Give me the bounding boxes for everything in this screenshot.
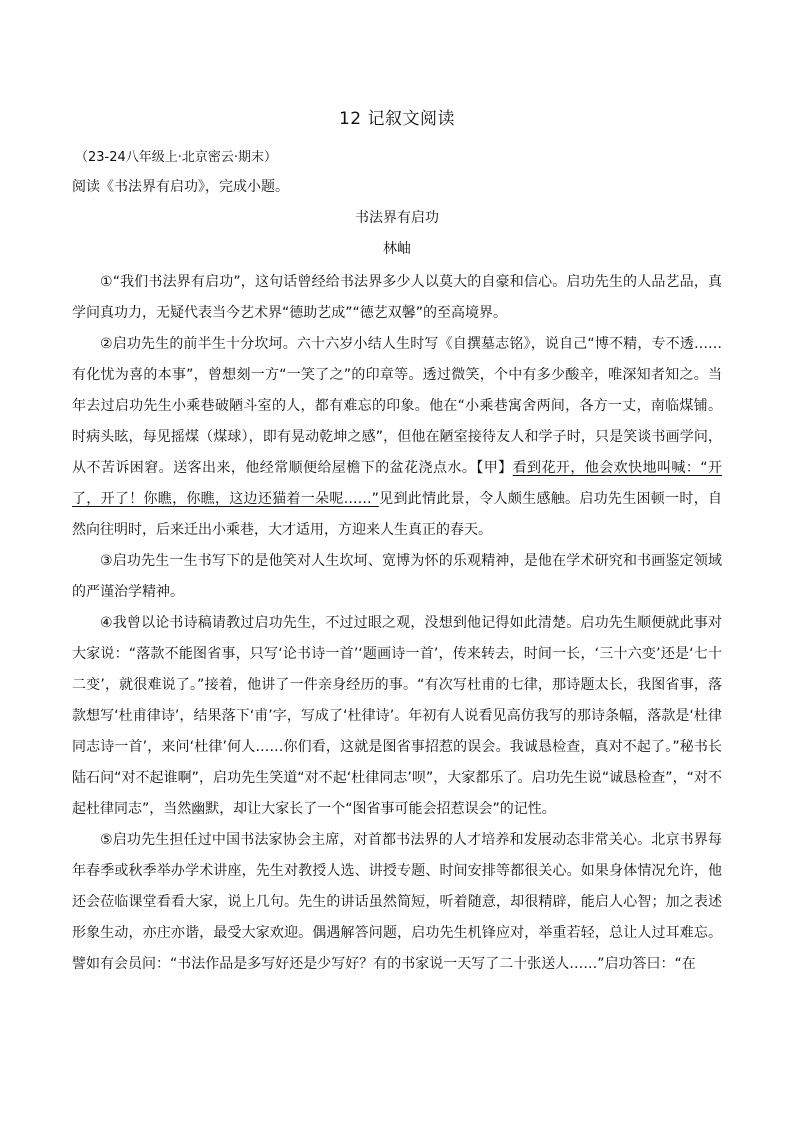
paragraph-1: ①“我们书法界有启功”，这句话曾经给书法界多少人以莫大的自豪和信心。启功先生的人品艺品，真学问真功力，无疑代表当今艺术界“德助艺成”“德艺双馨”的至高境界。 <box>72 274 722 321</box>
page-title: 12 记叙文阅读 <box>338 109 456 129</box>
paragraph-2-text-end: 见到此情此景，令人颇生感触。启功先生困顿一时，自然向往明时，后来迁出小乘巷，大才适用，方迎来人生真正的春天。 <box>72 491 722 538</box>
article-body <box>72 267 722 980</box>
article-title: 书法界有启功 <box>355 210 439 226</box>
paragraph-2-text: ②启功先生的前半生十分坎坷。六十六岁小结人生时写《自撰墓志铭》，说自己“博不精，专不透……有化忧为喜的本事”，曾想刻一方“一笑了之”的印章等。透过微笑，个中有多少酸辛，唯深知者知之。当年去过启功先生小乘巷破陋斗室的人，都有难忘的印象。他在“小乘巷寓舍两间，各方一丈，南临煤铺。时病头眩，每见摇煤（煤球），即有晃动乾坤之感”，但他在陋室接待友人和学子时，只是笑谈书画学问，从不苦诉困窘。送客出来，他经常顺便给屋檐下的盆花浇点水。 <box>72 336 722 476</box>
paragraph-4: ④我曾以论书诗稿请教过启功先生，不过过眼之观，没想到他记得如此清楚。启功先生顺便就此事对大家说：“落款不能图省事，只写‘论书诗一首’‘题画诗一首’，传来转去，时间一长，‘三十六变’还是‘七十二变’，就很难说了。”接着，他讲了一件亲身经历的事。“有次写杜甫的七律，那诗题太长，我图省事，落款想写‘杜甫律诗’，结果落下‘甫’字，写成了‘杜律诗’。年初有人说看见高仿我写的那诗条幅，落款是‘杜律同志诗一首’，来问‘杜律’何人……你们看，这就是图省事招惹的误会。我诚恳检查，真对不起了。”秘书长陆石问“对不起谁啊”，启功先生笑道“对不起‘杜律同志’呗”，大家都乐了。启功先生说“诚恳检查”，“对不起杜律同志”，当然幽默，却让大家长了一个“图省事可能会招惹误会”的记性。 <box>72 615 722 817</box>
marker-jia: 【甲】 <box>476 460 513 476</box>
paragraph-2 <box>72 329 722 546</box>
question-source: （23-24八年级上·北京密云·期末） <box>75 150 278 165</box>
paragraph-3: ③启功先生一生书写下的是他笑对人生坎坷、宽博为怀的乐观精神，是他在学术研究和书画鉴定领域的严谨治学精神。 <box>72 553 722 600</box>
paragraph-5: ⑤启功先生担任过中国书法家协会主席，对首都书法界的人才培养和发展动态非常关心。北京书界每年春季或秋季举办学术讲座，先生对教授人选、讲授专题、时间安排等都很关心。如果身体情况允许，他还会莅临课堂看看大家，说上几句。先生的讲话虽然简短，听着随意，却很精辟，能启人心智；加之表述形象生动，亦庄亦谐，最受大家欢迎。偶遇解答问题，启功先生机锋应对，举重若轻，总让人过耳难忘。譬如有会员问：“书法作品是多写好还是少写好？有的书家说一天写了二十张送人……”启功答曰：“在 <box>72 832 722 972</box>
underlined-sentence-jia: 看到花开，他会欢快地叫喊：“开了，开了！你瞧，你瞧，这边还猫着一朵呢……” <box>72 460 723 507</box>
instruction-text: 阅读《书法界有启功》，完成小题。 <box>72 179 289 195</box>
article-author: 林岫 <box>383 241 411 257</box>
